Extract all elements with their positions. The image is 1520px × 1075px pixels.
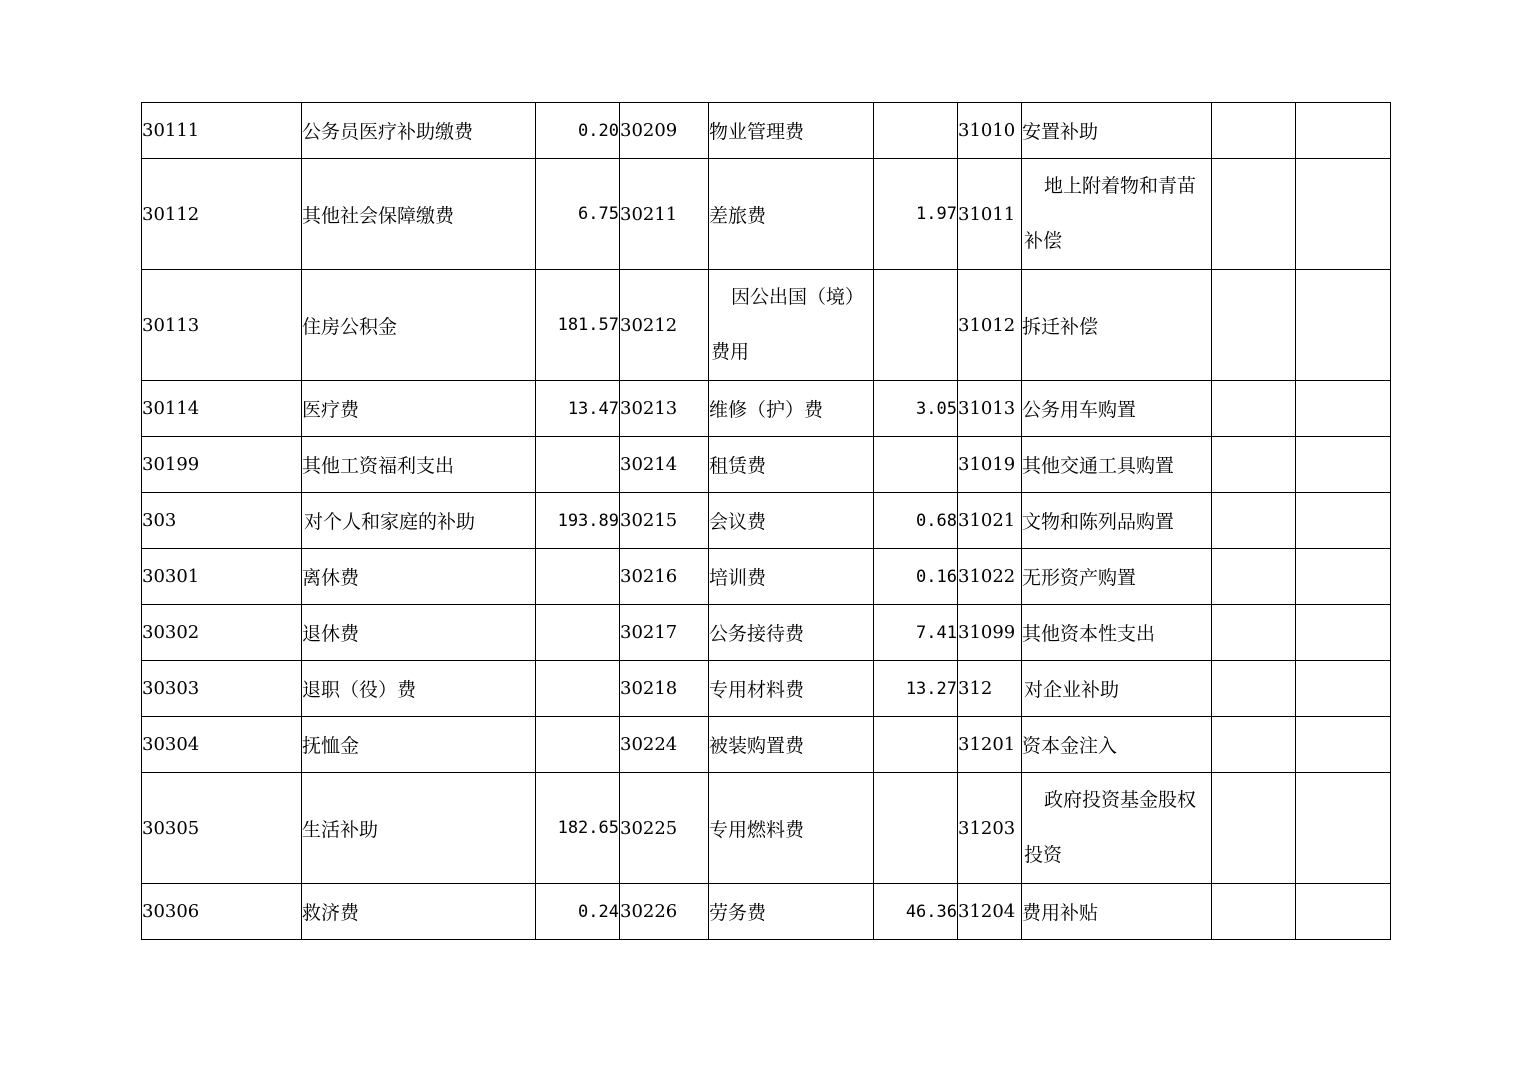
code-cell: 30213: [620, 381, 709, 437]
code-cell: 31201: [958, 717, 1022, 773]
name-cell: 专用燃料费: [709, 773, 874, 884]
name-cell: 退休费: [302, 605, 536, 661]
amount-cell: 1.97: [874, 159, 958, 270]
amount-cell: 181.57: [536, 270, 620, 381]
code-cell: 30214: [620, 437, 709, 493]
code-cell: 31204: [958, 884, 1022, 940]
name-cell: 对个人和家庭的补助: [302, 493, 536, 549]
code-cell: 303: [142, 493, 302, 549]
amount-cell: 13.27: [874, 661, 958, 717]
empty-cell: [1296, 773, 1391, 884]
amount-cell: [1212, 103, 1296, 159]
name-cell: 拆迁补偿: [1022, 270, 1212, 381]
name-cell: 生活补助: [302, 773, 536, 884]
expenditure-table: [141, 102, 1391, 940]
name-cell: 维修（护）费: [709, 381, 874, 437]
amount-cell: 182.65: [536, 773, 620, 884]
amount-cell: 0.24: [536, 884, 620, 940]
amount-cell: 0.68: [874, 493, 958, 549]
code-cell: 31010: [958, 103, 1022, 159]
code-cell: 30199: [142, 437, 302, 493]
table-row: [142, 549, 1391, 605]
code-cell: 30217: [620, 605, 709, 661]
code-cell: 30303: [142, 661, 302, 717]
amount-cell: 13.47: [536, 381, 620, 437]
code-cell: 30226: [620, 884, 709, 940]
table-row: [142, 773, 1391, 884]
code-cell: 30224: [620, 717, 709, 773]
amount-cell: [1212, 773, 1296, 884]
empty-cell: [1296, 381, 1391, 437]
code-cell: 31019: [958, 437, 1022, 493]
name-cell: 抚恤金: [302, 717, 536, 773]
name-cell: 公务员医疗补助缴费: [302, 103, 536, 159]
name-cell: 政府投资基金股权投资: [1022, 773, 1212, 884]
code-cell: 31021: [958, 493, 1022, 549]
code-cell: 31022: [958, 549, 1022, 605]
code-cell: 31203: [958, 773, 1022, 884]
amount-cell: [1212, 270, 1296, 381]
table-row: [142, 437, 1391, 493]
name-cell: 其他工资福利支出: [302, 437, 536, 493]
name-cell: 文物和陈列品购置: [1022, 493, 1212, 549]
amount-cell: [1212, 661, 1296, 717]
name-cell: 公务接待费: [709, 605, 874, 661]
name-cell: 专用材料费: [709, 661, 874, 717]
code-cell: 30304: [142, 717, 302, 773]
code-cell: 31013: [958, 381, 1022, 437]
name-cell: 地上附着物和青苗补偿: [1022, 159, 1212, 270]
code-cell: 30306: [142, 884, 302, 940]
amount-cell: [536, 549, 620, 605]
empty-cell: [1296, 159, 1391, 270]
amount-cell: [536, 437, 620, 493]
name-cell: 劳务费: [709, 884, 874, 940]
code-cell: 31099: [958, 605, 1022, 661]
code-cell: 30212: [620, 270, 709, 381]
code-cell: 30113: [142, 270, 302, 381]
code-cell: 30215: [620, 493, 709, 549]
name-cell: 公务用车购置: [1022, 381, 1212, 437]
empty-cell: [1296, 493, 1391, 549]
table-row: [142, 493, 1391, 549]
name-cell: 离休费: [302, 549, 536, 605]
name-cell: 救济费: [302, 884, 536, 940]
table-row: [142, 381, 1391, 437]
amount-cell: [1212, 159, 1296, 270]
table-row: [142, 717, 1391, 773]
amount-cell: 3.05: [874, 381, 958, 437]
empty-cell: [1296, 884, 1391, 940]
name-cell: 资本金注入: [1022, 717, 1212, 773]
name-cell: 费用补贴: [1022, 884, 1212, 940]
empty-cell: [1296, 270, 1391, 381]
code-cell: 30302: [142, 605, 302, 661]
amount-cell: [874, 270, 958, 381]
code-cell: 30209: [620, 103, 709, 159]
code-cell: 30114: [142, 381, 302, 437]
name-cell: 对企业补助: [1022, 661, 1212, 717]
name-cell: 物业管理费: [709, 103, 874, 159]
amount-cell: [874, 437, 958, 493]
amount-cell: [1212, 381, 1296, 437]
name-cell: 无形资产购置: [1022, 549, 1212, 605]
name-cell: 安置补助: [1022, 103, 1212, 159]
name-cell: 会议费: [709, 493, 874, 549]
empty-cell: [1296, 661, 1391, 717]
code-cell: 30218: [620, 661, 709, 717]
name-cell: 住房公积金: [302, 270, 536, 381]
code-cell: 30216: [620, 549, 709, 605]
amount-cell: [536, 605, 620, 661]
amount-cell: [1212, 884, 1296, 940]
name-cell: 差旅费: [709, 159, 874, 270]
amount-cell: 0.20: [536, 103, 620, 159]
table-row: [142, 270, 1391, 381]
name-cell: 其他社会保障缴费: [302, 159, 536, 270]
amount-cell: 46.36: [874, 884, 958, 940]
table-row: [142, 605, 1391, 661]
amount-cell: 0.16: [874, 549, 958, 605]
amount-cell: [1212, 605, 1296, 661]
empty-cell: [1296, 717, 1391, 773]
code-cell: 30112: [142, 159, 302, 270]
empty-cell: [1296, 549, 1391, 605]
empty-cell: [1296, 103, 1391, 159]
amount-cell: 6.75: [536, 159, 620, 270]
amount-cell: [536, 661, 620, 717]
amount-cell: [1212, 493, 1296, 549]
amount-cell: [874, 717, 958, 773]
amount-cell: 7.41: [874, 605, 958, 661]
name-cell: 租赁费: [709, 437, 874, 493]
name-cell: 其他资本性支出: [1022, 605, 1212, 661]
code-cell: 30301: [142, 549, 302, 605]
code-cell: 31012: [958, 270, 1022, 381]
name-cell: 培训费: [709, 549, 874, 605]
name-cell: 退职（役）费: [302, 661, 536, 717]
code-cell: 30111: [142, 103, 302, 159]
code-cell: 30211: [620, 159, 709, 270]
amount-cell: [536, 717, 620, 773]
code-cell: 312: [958, 661, 1022, 717]
code-cell: 30225: [620, 773, 709, 884]
name-cell: 其他交通工具购置: [1022, 437, 1212, 493]
name-cell: 医疗费: [302, 381, 536, 437]
empty-cell: [1296, 605, 1391, 661]
empty-cell: [1296, 437, 1391, 493]
amount-cell: [874, 103, 958, 159]
amount-cell: [1212, 437, 1296, 493]
table-row: [142, 884, 1391, 940]
amount-cell: [1212, 717, 1296, 773]
table-row: [142, 661, 1391, 717]
code-cell: 30305: [142, 773, 302, 884]
amount-cell: 193.89: [536, 493, 620, 549]
amount-cell: [1212, 549, 1296, 605]
table-row: [142, 103, 1391, 159]
name-cell: 被装购置费: [709, 717, 874, 773]
name-cell: 因公出国（境）费用: [709, 270, 874, 381]
table-row: [142, 159, 1391, 270]
amount-cell: [874, 773, 958, 884]
code-cell: 31011: [958, 159, 1022, 270]
